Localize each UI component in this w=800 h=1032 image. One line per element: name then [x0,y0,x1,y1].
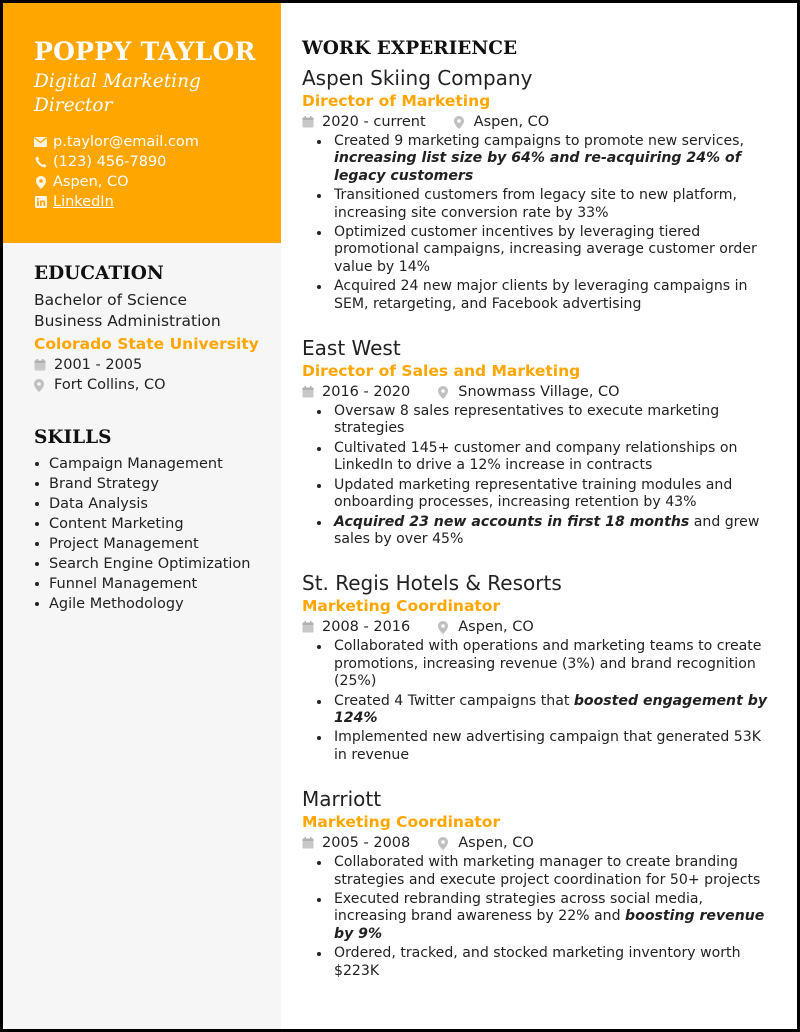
phone-text: (123) 456-7890 [53,154,167,170]
bullet-text: Implemented new advertising campaign that generated 53K in revenue [334,729,761,763]
bullet-highlight: boosted engagement by 124% [334,692,768,726]
bullet-text: Ordered, tracked, and stocked marketing inventory worth $223K [334,945,741,979]
bullet-item [302,187,772,222]
job-title: Marketing Coordinator [302,597,501,616]
degree: Bachelor of Science [34,291,188,309]
education-location [34,375,261,395]
bullet-item [302,693,772,728]
candidate-name: POPPY TAYLOR [34,37,256,66]
job-dates: 2020 - current [322,114,426,130]
bullet-item [302,278,772,313]
job-list [302,65,772,980]
sidebar-body [3,243,281,614]
job-title: Director of Marketing [302,92,491,110]
school-name: Colorado State University [34,335,259,353]
skills-list [34,454,261,614]
job-entry [302,335,772,548]
job-dates: 2005 - 2008 [322,835,411,852]
linkedin-icon [34,196,47,209]
job-meta [302,833,772,853]
calendar-icon [302,116,315,129]
skill-item: Funnel Management [34,574,261,594]
skill-item: Agile Methodology [34,594,261,614]
bullet-text: Optimized customer incentives by leveraging tiered promotional campaigns, increasing average customer order value by 14% [334,224,757,275]
contact-list [34,132,261,212]
map-pin-icon [438,621,451,634]
job-location: Aspen, CO [473,114,550,130]
company-name: Marriott [302,787,382,812]
job-bullets [302,403,772,548]
calendar-icon [302,837,315,850]
bullet-highlight: Acquired 23 new accounts in first 18 months [334,513,690,530]
education-dates [34,355,261,375]
email-text: p.taylor@email.com [53,134,199,150]
header-block [3,3,281,243]
bullet-text: Acquired 24 new major clients by leveraging campaigns in SEM, retargeting, and Facebook advertising [334,278,748,312]
skills-heading: SKILLS [34,427,112,448]
education-location-text: Fort Collins, CO [54,377,166,393]
bullet-text: Created 9 marketing campaigns to promote new services, [334,133,744,149]
calendar-icon [302,621,315,634]
bullet-text: Collaborated with marketing manager to create branding strategies and execute project coordination for 50+ projects [334,854,761,888]
skill-item: Search Engine Optimization [34,554,261,574]
bullet-item [302,729,772,764]
contact-email[interactable] [34,132,261,152]
company-name: St. Regis Hotels & Resorts [302,571,562,596]
bullet-text: Collaborated with operations and marketing teams to create promotions, increasing revenue (3%) and brand recognition (25%) [334,638,762,690]
bullet-highlight: increasing list size by 64% and re-acquiring 24% of legacy customers [334,150,741,184]
bullet-item [302,440,772,475]
bullet-item [302,403,772,438]
job-entry [302,570,772,764]
job-meta [302,112,772,132]
skill-item: Content Marketing [34,514,261,534]
job-bullets [302,133,772,313]
linkedin-link[interactable]: LinkedIn [53,194,114,210]
contact-location [34,172,261,192]
contact-linkedin[interactable] [34,192,261,212]
candidate-role: Digital Marketing Director [34,71,201,116]
contact-phone[interactable] [34,152,261,172]
bullet-text: Updated marketing representative training modules and onboarding processes, increasing retention by 43% [334,476,733,511]
job-location: Aspen, CO [458,835,534,852]
bullet-item [302,133,772,185]
experience-heading: WORK EXPERIENCE [302,38,518,59]
skill-item: Campaign Management [34,454,261,474]
envelope-icon [34,136,47,149]
job-dates: 2008 - 2016 [322,619,411,636]
bullet-text: and grew sales by over 45% [334,513,760,547]
bullet-text: Created 4 Twitter campaigns that [334,692,574,709]
bullet-text: Oversaw 8 sales representatives to execute marketing strategies [334,403,720,437]
bullet-text: Transitioned customers from legacy site to new platform, increasing site conversion rate by 33% [334,187,737,221]
bullet-item [302,514,772,549]
job-dates: 2016 - 2020 [322,384,411,401]
job-title: Director of Sales and Marketing [302,362,581,381]
skill-item: Data Analysis [34,494,261,514]
job-bullets [302,638,772,764]
job-meta [302,617,772,637]
phone-icon [34,156,47,169]
bullet-item [302,638,772,690]
calendar-icon [34,359,47,372]
bullet-item [302,477,772,512]
map-pin-icon [34,176,47,189]
skill-item: Project Management [34,534,261,554]
bullet-item [302,224,772,276]
company-name: Aspen Skiing Company [302,66,533,90]
company-name: East West [302,336,401,361]
bullet-highlight: boosting revenue by 9% [334,908,765,942]
job-entry [302,786,772,980]
bullet-item [302,945,772,980]
job-location: Aspen, CO [458,619,534,636]
job-meta [302,382,772,402]
calendar-icon [302,386,315,399]
job-location: Snowmass Village, CO [458,384,620,401]
bullet-item [302,854,772,889]
bullet-item [302,891,772,943]
map-pin-icon [438,837,451,850]
job-entry [302,65,772,313]
map-pin-icon [454,116,467,129]
major: Business Administration [34,312,221,330]
bullet-text: Cultivated 145+ customer and company relationships on LinkedIn to drive a 12% increase in contracts [334,439,738,474]
map-pin-icon [34,379,47,392]
skill-item: Brand Strategy [34,474,261,494]
job-title: Marketing Coordinator [302,813,501,832]
education-dates-text: 2001 - 2005 [54,357,143,373]
sidebar [3,3,281,1029]
location-text: Aspen, CO [53,174,129,190]
job-bullets [302,854,772,980]
education-heading: EDUCATION [34,263,164,284]
map-pin-icon [438,386,451,399]
main-column [302,3,772,982]
bullet-text: Executed rebranding strategies across social media, increasing brand awareness by 22% and [334,890,704,925]
